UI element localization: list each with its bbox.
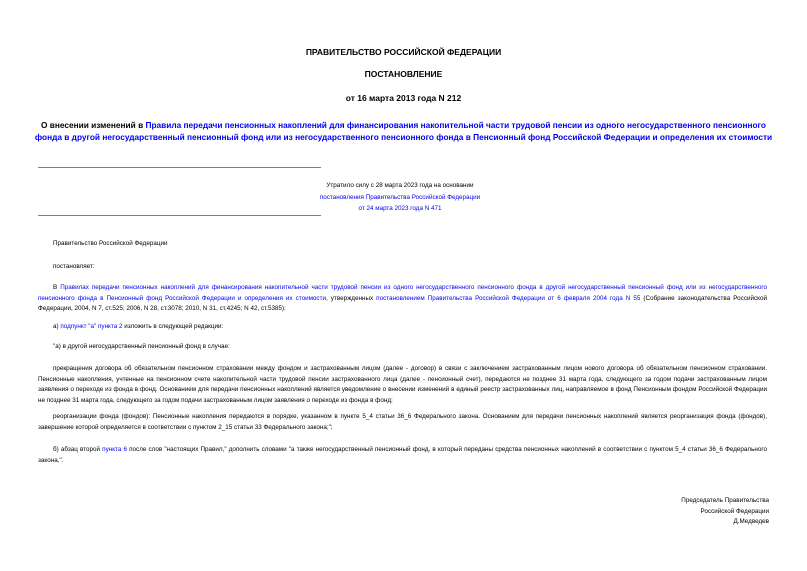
top-divider [38, 167, 321, 168]
document-title [28, 120, 779, 143]
paragraph-item-b [38, 445, 767, 466]
subitem-a-item-2-link[interactable]: подпункт "а" пункта 2 [60, 323, 123, 330]
p4-suffix: изложить в следующей редакции: [122, 323, 224, 330]
p3-prefix: В [53, 284, 61, 291]
doc-type-heading: ПОСТАНОВЛЕНИЕ [364, 69, 443, 79]
rules-link[interactable]: Правилах передачи пенсионных накоплений для финансирования накопительной части трудовой пенсии из одного негосударственного пенсионного фонда в другой негосударственный пенсионный фонд или из негосударственного пенсионного фонда в Пенсионный фонд Российской Федерации и определения их стоимости [38, 284, 767, 302]
lost-force-note [290, 180, 510, 215]
date-number-heading: от 16 марта 2013 года N 212 [345, 93, 462, 103]
p8-suffix: после слов "настоящих Правил," дополнить словами "а также негосударственный пенсионный фонд, в который переданы средства пенсионных накоплений в соответствии с пунктом 5_4 статьи 36_6 Федерального закона,". [38, 446, 767, 464]
p8-prefix: б) абзац второй [53, 446, 103, 453]
paragraph-government: Правительство Российской Федерации [53, 240, 168, 247]
paragraph-amendments [38, 283, 767, 315]
paragraph-quote-start: "а) в другой негосударственный пенсионный фонд в случае: [53, 343, 230, 350]
title-prefix: О внесении изменений в [41, 120, 146, 130]
decree-55-link[interactable]: постановлением Правительства Российской Федерации от 6 февраля 2004 года N 55 [376, 294, 641, 302]
paragraph-contract-termination: прекращения договора об обязательном пенсионном страховании между фондом и застрахованным лицом (далее - договор) в связи с заключением застрахованным лицом нового договора об обязательном пенсионном страховании. Пенсионные накопления, учтенные на пенсионном счете накопительной части трудовой пенсии застрахованного лица (далее - пенсионный счет), передаются не позднее 31 марта года, следующего за годом подачи застрахованным лицом заявления о переходе из фонда в фонд. Основанием для передачи пенсионных накоплений является уведомление о внесении изменений в единый реестр застрахованных лиц, направляемое в фонд Пенсионным фондом Российской Федерации не позднее 31 марта года, следующего за годом подачи застрахованным лицом заявления о переходе из фонда в фонд; [38, 365, 767, 404]
lost-force-decree-link[interactable]: постановления Правительства Российской Федерации [319, 193, 481, 201]
bottom-divider [38, 215, 321, 216]
signature-name: Д.Медведев [733, 518, 769, 526]
paragraph-item-a [38, 322, 767, 333]
paragraph-resolves: постановляет: [53, 263, 95, 270]
title-rules-link[interactable]: Правила передачи пенсионных накоплений для финансирования накопительной части трудовой пенсии из одного негосударственного пенсионного фонда в другой негосударственный пенсионный фонд или из негосударственного пенсионного фонда в Пенсионный фонд Российской Федерации и определения их стоимости [34, 120, 773, 142]
signature-country: Российской Федерации [700, 507, 769, 515]
p3-mid: , утвержденных [325, 294, 377, 302]
paragraph-reorganization: реорганизации фонда (фондов): Пенсионные накопления передаются в порядке, указанном в пункте 5_4 статьи 36_6 Федерального закона. Основанием для передачи пенсионных накоплений является реорганизация фонда (фондов), завершение которой определяется в соответствии с пунктом 2_15 статьи 33 Федерального закона;"; [38, 413, 767, 431]
signature-block [569, 496, 769, 528]
p4-prefix: а) [53, 323, 61, 330]
p3-suffix: (Собрание законодательства Российской Федерации, 2004, N 7, ст.525; 2006, N 28, ст.3078; 2010, N 31, ст.4245; N 42, ст.5385): [38, 294, 768, 313]
lost-force-decree-number-link[interactable]: от 24 марта 2023 года N 471 [358, 205, 442, 212]
signature-position: Председатель Правительства [681, 497, 769, 504]
item-6-link[interactable]: пункта 6 [102, 446, 127, 453]
lost-force-line1: Утратило силу с 28 марта 2023 года на основании [326, 182, 474, 189]
government-heading: ПРАВИТЕЛЬСТВО РОССИЙСКОЙ ФЕДЕРАЦИИ [305, 47, 502, 57]
